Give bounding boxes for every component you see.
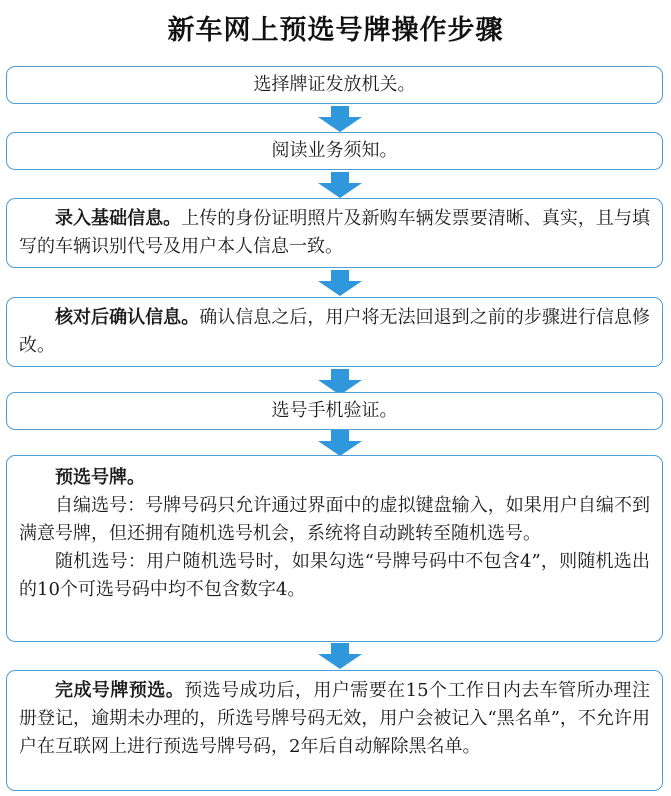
random-select-text: 随机选号：用户随机选号时，如果勾选“号牌号码中不包含4”，则随机选出的10个可选号码中均不包含数字4。 <box>19 551 650 600</box>
step-7-body: 预选号成功后，用户需要在15个工作日内去车管所办理注册登记，逾期未办理的，所选号牌号码无效，用户会被记入“黑名单”，不允许用户在互联网上进行预选号牌号码，2年后自动解除黑名单。 <box>19 680 651 757</box>
step-phone-verify <box>6 392 663 430</box>
down-arrow-icon <box>318 643 362 669</box>
step-7-head: 完成号牌预选。 <box>55 680 185 701</box>
step-3-body: 上传的身份证明照片及新购车辆发票要清晰、真实，且与填写的车辆识别代号及用户本人信息一致。 <box>19 208 650 257</box>
step-read-notice <box>6 132 663 170</box>
step-5-text: 选号手机验证。 <box>271 400 398 421</box>
step-enter-basic-info <box>6 198 663 268</box>
down-arrow-icon <box>318 106 362 132</box>
step-preselect-plate <box>6 455 663 642</box>
step-4-head: 核对后确认信息。 <box>55 307 200 328</box>
step-select-authority <box>6 66 663 104</box>
down-arrow-icon <box>318 172 362 198</box>
diagram-title: 新车网上预选号牌操作步骤 <box>167 15 504 46</box>
step-3-head: 录入基础信息。 <box>55 208 182 229</box>
step-6-head: 预选号牌。 <box>55 467 145 488</box>
step-confirm-info <box>6 297 663 367</box>
down-arrow-icon <box>318 270 362 296</box>
step-1-text: 选择牌证发放机关。 <box>253 74 416 95</box>
step-2-text: 阅读业务须知。 <box>271 140 398 161</box>
self-select-text: 自编选号：号牌号码只允许通过界面中的虚拟键盘输入，如果用户自编不到满意号牌，但还拥有随机选号机会，系统将自动跳转至随机选号。 <box>19 495 650 544</box>
down-arrow-icon <box>318 430 362 456</box>
step-complete-preselect <box>6 670 663 791</box>
step-4-body: 确认信息之后，用户将无法回退到之前的步骤进行信息修改。 <box>19 307 650 356</box>
